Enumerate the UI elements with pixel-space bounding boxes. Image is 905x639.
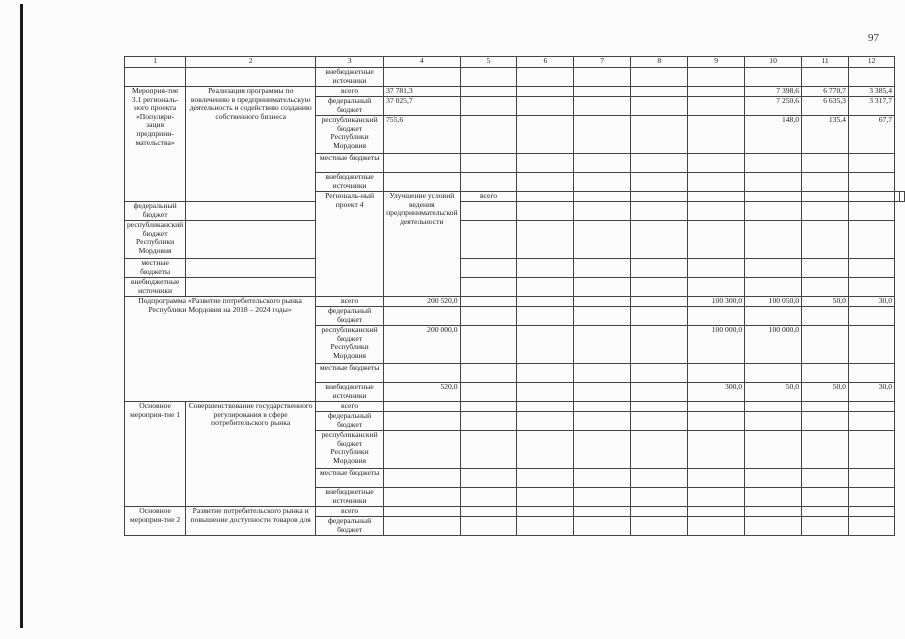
header-cell: 7 [574, 57, 631, 68]
source-label: местные бюджеты [125, 259, 186, 278]
header-cell: 2 [186, 57, 316, 68]
value-cell: 200 520,0 [384, 297, 460, 307]
table-row [125, 259, 905, 278]
value-cell: 148,0 [745, 116, 802, 154]
source-label: всего [316, 402, 384, 412]
value-cell: 67,7 [848, 116, 894, 154]
source-label: внебюджетные источники [316, 488, 384, 507]
table-row [125, 278, 905, 297]
header-cell: 5 [460, 57, 517, 68]
table-row [125, 87, 905, 97]
page-number: 97 [868, 32, 879, 44]
source-label: всего [316, 297, 384, 307]
item-description: Развитие потребительского рынка и повышение доступности товаров для [186, 507, 316, 536]
value-cell: 100 000,0 [688, 326, 745, 364]
value-cell: 50,0 [745, 383, 802, 402]
source-label: федеральный бюджет [316, 97, 384, 116]
header-cell: 11 [802, 57, 849, 68]
value-cell: 30,0 [848, 297, 894, 307]
value-cell: 6 635,3 [802, 97, 849, 116]
header-row [125, 57, 905, 68]
source-label: внебюджетные источники [125, 278, 186, 297]
value-cell: 3 385,4 [848, 87, 894, 97]
source-label: республиканский бюджет Республики Мордовия [316, 326, 384, 364]
header-cell: 4 [384, 57, 460, 68]
value-cell: 6 770,7 [802, 87, 849, 97]
value-cell: 7 398,6 [745, 87, 802, 97]
source-label: внебюджетные источники [316, 383, 384, 402]
source-label: федеральный бюджет [316, 412, 384, 431]
value-cell: 3 317,7 [848, 97, 894, 116]
source-label: местные бюджеты [316, 469, 384, 488]
value-cell: 50,0 [802, 383, 849, 402]
source-label: республиканский бюджет Республики Мордовия [316, 116, 384, 154]
item-name: Мероприя-тие 3.1 региональ-ного проекта «Популяри-зация предприни-мательства» [125, 87, 186, 202]
budget-table [124, 56, 905, 536]
value-cell: 50,0 [802, 297, 849, 307]
table-row [125, 221, 905, 259]
table-row [125, 507, 905, 517]
source-label: местные бюджеты [316, 154, 384, 173]
value-cell: 37 781,3 [384, 87, 460, 97]
source-label: федеральный бюджет [316, 517, 384, 536]
subprogram-name: Подпрограмма «Развитие потребительского рынка Республики Мордовия на 2018 – 2024 годы» [125, 297, 316, 402]
value-cell: 100 300,0 [688, 297, 745, 307]
scan-binding-edge [20, 4, 23, 628]
header-cell: 1 [125, 57, 186, 68]
value-cell: 100 050,0 [745, 297, 802, 307]
value-cell: 755,6 [384, 116, 460, 154]
value-cell: 30,0 [848, 383, 894, 402]
source-label: всего [316, 87, 384, 97]
source-label: республиканский бюджет Республики Мордовия [125, 221, 186, 259]
table-row [125, 68, 905, 87]
source-label: внебюджетные источники [316, 68, 384, 87]
item-name: Региональ-ный проект 4 [316, 192, 384, 297]
header-cell: 3 [316, 57, 384, 68]
header-cell: 8 [631, 57, 688, 68]
table-row [125, 202, 905, 221]
value-cell: 520,0 [384, 383, 460, 402]
header-cell: 10 [745, 57, 802, 68]
item-description: Улучшение условий ведения предпринимательской деятельности [384, 192, 460, 297]
source-label: всего [316, 507, 384, 517]
item-name: Основное мероприя-тие 1 [125, 402, 186, 507]
value-cell: 100 000,0 [745, 326, 802, 364]
source-label: всего [460, 192, 517, 202]
table-row [125, 297, 905, 307]
source-label: местные бюджеты [316, 364, 384, 383]
header-cell: 9 [688, 57, 745, 68]
table-row [125, 402, 905, 412]
value-cell: 7 250,6 [745, 97, 802, 116]
value-cell: 37 025,7 [384, 97, 460, 116]
value-cell: 300,0 [688, 383, 745, 402]
source-label: федеральный бюджет [125, 202, 186, 221]
value-cell: 200 000,0 [384, 326, 460, 364]
source-label: федеральный бюджет [316, 307, 384, 326]
item-description: Совершенствование государственного регулирования в сфере потребительского рынка [186, 402, 316, 507]
item-name: Основное мероприя-тие 2 [125, 507, 186, 536]
source-label: республиканский бюджет Республики Мордовия [316, 431, 384, 469]
header-cell: 12 [848, 57, 894, 68]
item-description: Реализация программы по вовлечению в предпринимательскую деятельность и содействию созданию собственного бизнеса [186, 87, 316, 202]
header-cell: 6 [517, 57, 574, 68]
source-label: внебюджетные источники [316, 173, 384, 192]
value-cell: 135,4 [802, 116, 849, 154]
